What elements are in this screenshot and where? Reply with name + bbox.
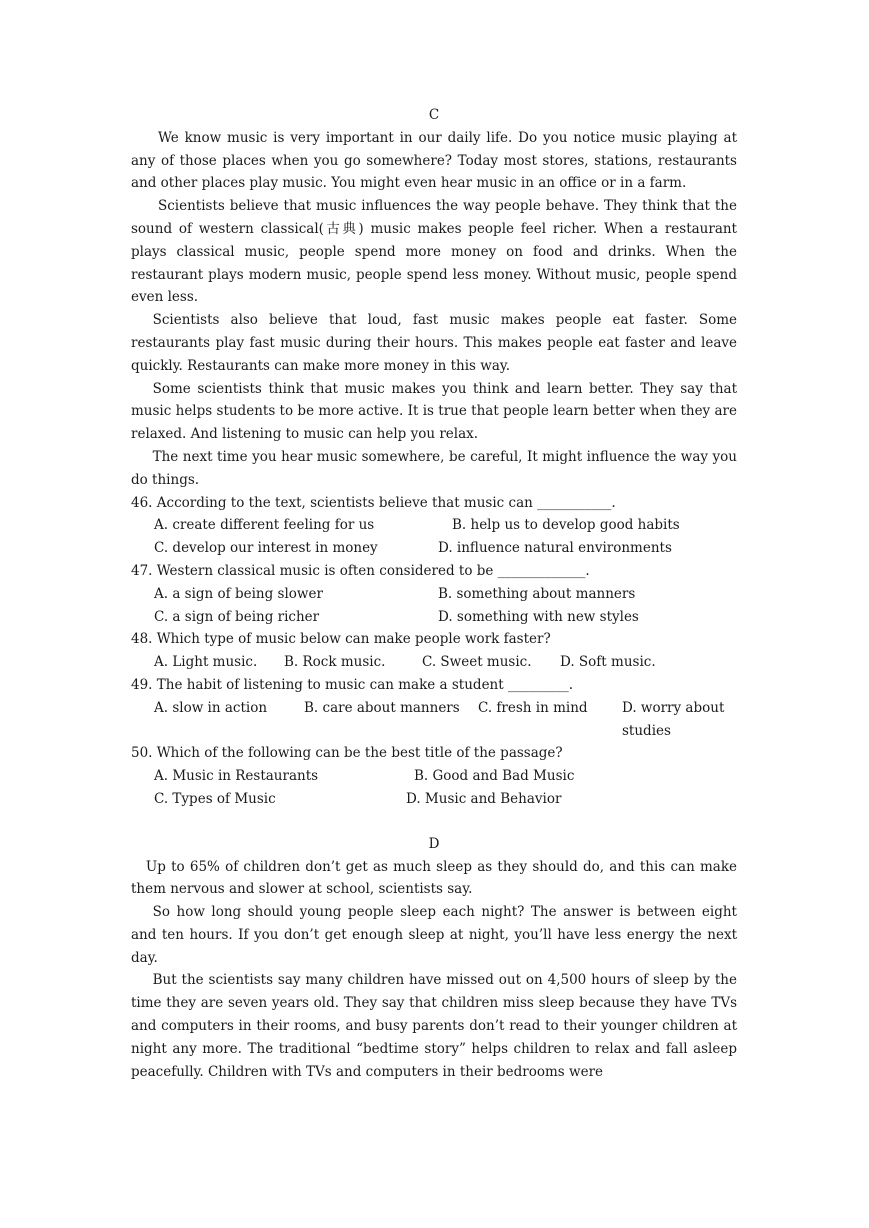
passage-c-paragraph-4: Some scientists think that music makes you think and learn better. They say that music helps students to be more active. It is true that people learn better when they are relaxed. And listening to music can help you relax. [131,380,737,443]
option-b: B. care about manners [304,699,460,716]
passage-d-paragraph-3: But the scientists say many children have missed out on 4,500 hours of sleep by the time they are seven years old. They say that children miss sleep because they have TVs and computers in their rooms, and busy parents don’t read to their younger children at night any more. The traditional “bedtime story” helps children to relax and fall asleep peacefully. Children with TVs and computers in their bedrooms were [131,972,737,1080]
option-c: C. fresh in mind [478,699,588,716]
passage-c-paragraph-2: Scientists believe that music influences the way people behave. They think that the sound of western classical(古典) music makes people feel richer. When a restaurant plays classical music, people spend more money on food and drinks. When the restaurant plays modern music, people spend less money. Without music, people spend even less. [131,198,737,306]
passage-c-paragraph-3: Scientists also believe that loud, fast music makes people eat faster. Some restaurants play fast music during their hours. This makes people eat faster and leave quickly. Restaurants can make more money in this way. [131,312,737,374]
option-d: D. worry about studies [622,699,725,739]
section-d-heading: D [428,835,440,852]
option-d: D. something with new styles [438,608,639,625]
question-49: 49. The habit of listening to music can make a student _________. [131,676,574,693]
question-50: 50. Which of the following can be the best title of the passage? [131,745,563,762]
question-50-options [131,765,737,811]
option-c: C. develop our interest in money [154,540,378,557]
exam-page [131,104,737,1083]
option-a: A. a sign of being slower [154,585,323,602]
passage-d-paragraph-1: Up to 65% of children don’t get as much sleep as they should do, and this can make them nervous and slower at school, scientists say. [131,858,737,898]
option-c: C. Sweet music. [422,654,532,671]
passage-d-paragraph-2: So how long should young people sleep each night? The answer is between eight and ten hours. If you don’t get enough sleep at night, you’ll have less energy the next day. [131,904,737,966]
option-c: C. a sign of being richer [154,608,320,625]
option-d: D. Music and Behavior [406,790,562,807]
option-d: D. Soft music. [560,654,656,671]
passage-c-paragraph-5: The next time you hear music somewhere, be careful, It might influence the way you do things. [131,448,737,488]
option-a: A. slow in action [154,699,268,716]
option-b: B. something about manners [438,585,636,602]
question-48-options [131,651,737,674]
option-a: A. Light music. [154,654,258,671]
option-b: B. Good and Bad Music [414,768,575,785]
question-46-options [131,514,737,560]
question-48: 48. Which type of music below can make people work faster? [131,631,551,648]
option-c: C. Types of Music [154,790,276,807]
question-47: 47. Western classical music is often considered to be _____________. [131,562,590,579]
option-d: D. influence natural environments [438,540,672,557]
option-b: B. Rock music. [284,654,386,671]
option-a: A. Music in Restaurants [154,768,319,785]
option-a: A. create different feeling for us [154,517,375,534]
question-47-options [131,583,737,629]
option-b: B. help us to develop good habits [452,517,680,534]
section-c-heading: C [428,107,440,123]
question-46: 46. According to the text, scientists believe that music can ___________. [131,494,616,511]
question-49-options [131,697,737,743]
passage-c-paragraph-1: We know music is very important in our daily life. Do you notice music playing at any of those places when you go somewhere? Today most stores, stations, restaurants and other places play music. You might even hear music in an office or in a farm. [131,129,737,192]
